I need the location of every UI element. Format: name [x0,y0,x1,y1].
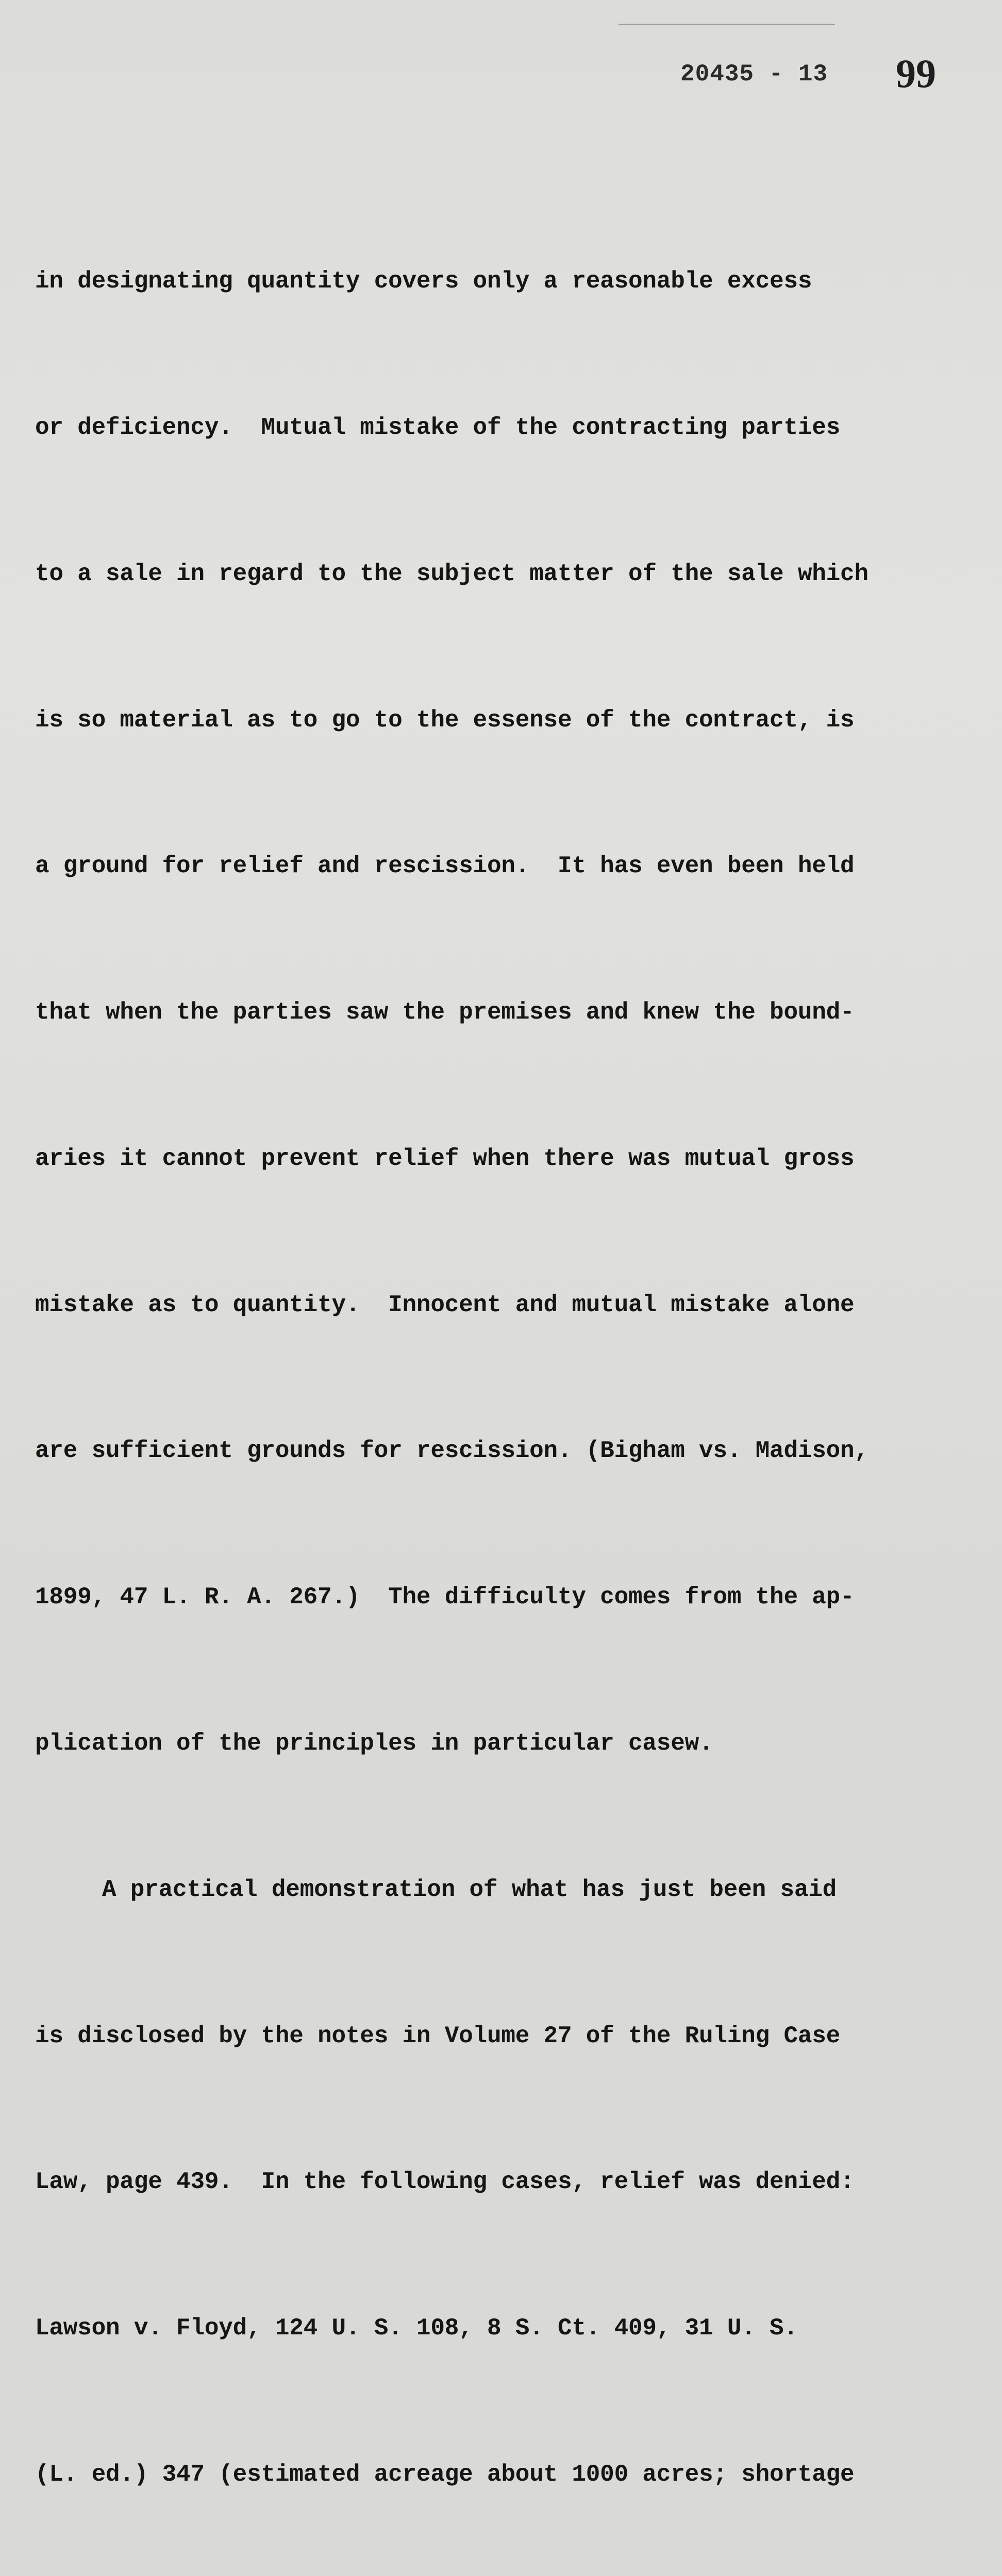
text-line: is so material as to go to the essense of the contract, is [35,706,855,734]
text-line: 1899, 47 L. R. A. 267.) The difficulty comes from the ap- [35,1584,855,1611]
text-line: to a sale in regard to the subject matter of the sale which [35,560,869,587]
body-text [35,160,901,2576]
text-line: or deficiency. Mutual mistake of the contracting parties [35,414,841,441]
text-line: is disclosed by the notes in Volume 27 of the Ruling Case [35,2022,841,2049]
text-line: mistake as to quantity. Innocent and mutual mistake alone [35,1291,855,1318]
document-number: 20435 - 13 [680,61,828,88]
text-line-indented: A practical demonstration of what has just been said [102,1876,837,1903]
page-number: 99 [896,51,936,96]
text-line: that when the parties saw the premises and knew the bound- [35,999,855,1026]
text-line: aries it cannot prevent relief when there was mutual gross [35,1145,855,1172]
text-line: Law, page 439. In the following cases, relief was denied: [35,2168,855,2196]
top-rule [619,24,835,25]
text-line: plication of the principles in particular casew. [35,1730,713,1757]
text-line: in designating quantity covers only a reasonable excess [35,268,812,295]
text-line: Lawson v. Floyd, 124 U. S. 108, 8 S. Ct. 409, 31 U. S. [35,2315,798,2342]
text-line: (L. ed.) 347 (estimated acreage about 1000 acres; shortage [35,2461,855,2488]
text-line: a ground for relief and rescission. It has even been held [35,853,855,880]
text-line: are sufficient grounds for rescission. (Bigham vs. Madison, [35,1437,869,1465]
